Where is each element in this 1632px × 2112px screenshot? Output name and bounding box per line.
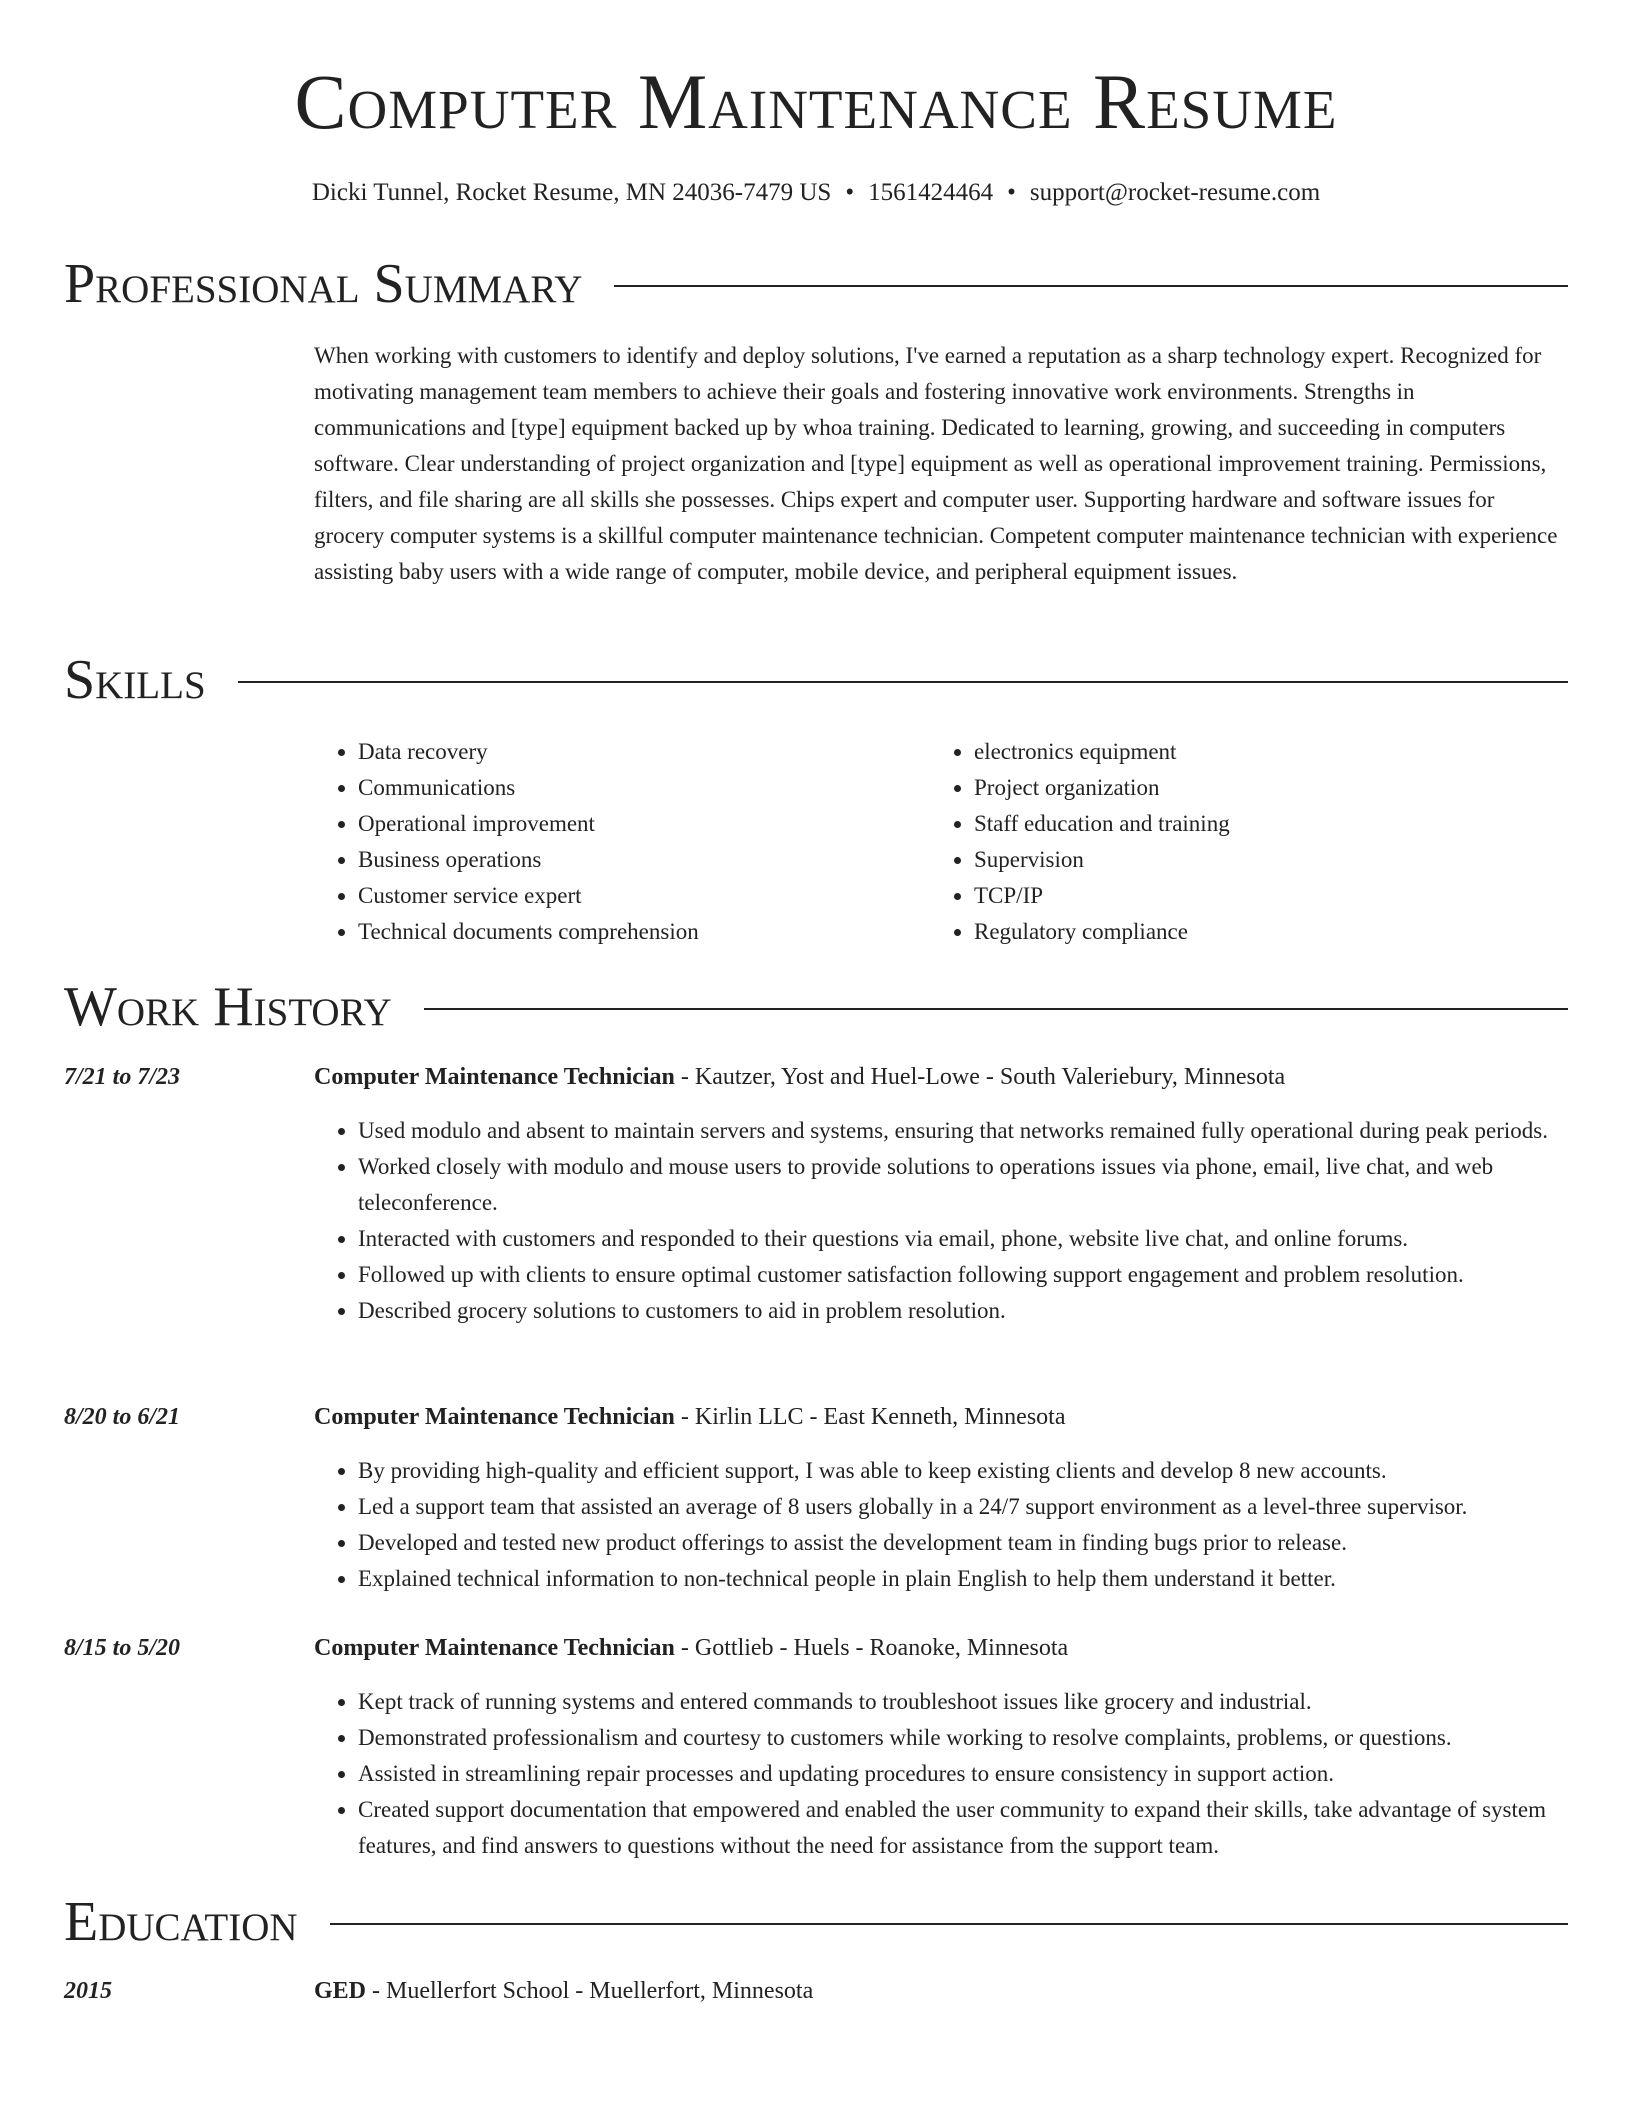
contact-line <box>0 175 1632 211</box>
job-duties <box>314 1113 1564 1329</box>
job-duties <box>314 1684 1564 1864</box>
job-duty: • Worked closely with modulo and mouse users to provide solutions to operations issues via phone, email, live chat, and web teleconference. <box>358 1149 1564 1221</box>
skill-item: • Supervision <box>974 842 1546 878</box>
section-header-education <box>64 1890 1568 1954</box>
job-dates: 8/15 to 5/20 <box>64 1635 181 1661</box>
job-duty: • Interacted with customers and responded to their questions via email, phone, website live chat, and online forums. <box>358 1221 1564 1257</box>
job-heading <box>314 1399 1564 1435</box>
job-duty: • Assisted in streamlining repair processes and updating procedures to ensure consistency in support action. <box>358 1756 1564 1792</box>
education-heading <box>314 1973 1564 2009</box>
skill-item: • TCP/IP <box>974 878 1546 914</box>
job-duty: • Used modulo and absent to maintain servers and systems, ensuring that networks remained fully operational during peak periods. <box>358 1113 1564 1149</box>
section-divider <box>614 285 1568 287</box>
skill-item: • Data recovery <box>358 734 930 770</box>
skills-list <box>314 734 1564 950</box>
job-dates: 8/20 to 6/21 <box>64 1404 181 1430</box>
job-heading <box>314 1630 1564 1666</box>
skill-item: • Business operations <box>358 842 930 878</box>
section-divider <box>424 1008 1568 1010</box>
contact-email: support@rocket-resume.com <box>1029 179 1321 206</box>
job-employer: - Kirlin LLC - East Kenneth, Minnesota <box>674 1404 1066 1430</box>
job-title: Computer Maintenance Technician <box>314 1064 675 1090</box>
section-divider <box>238 681 1568 683</box>
skill-item: • Project organization <box>974 770 1546 806</box>
resume-title: Computer Maintenance Resume <box>294 58 1338 145</box>
section-header-skills <box>64 648 1568 712</box>
skill-item: • Staff education and training <box>974 806 1546 842</box>
section-divider <box>330 1923 1568 1925</box>
skill-item: • Customer service expert <box>358 878 930 914</box>
contact-separator: • <box>1007 179 1016 206</box>
job-title: Computer Maintenance Technician <box>314 1635 675 1661</box>
summary-text: When working with customers to identify and deploy solutions, I've earned a reputation as a sharp technology expert. Recognized for motivating management team members to achieve their goals and fostering innovative work environments. Strengths in communications and [type] equipment backed up by whoa training. Dedicated to learning, growing, and succeeding in computers software. Clear understanding of project organization and [type] equipment as well as operational improvement training. Permissions, filters, and file sharing are all skills she possesses. Chips expert and computer user. Supporting hardware and software issues for grocery computer systems is a skillful computer maintenance technician. Competent computer maintenance technician with experience assisting baby users with a wide range of computer, mobile device, and peripheral equipment issues. <box>314 343 1558 584</box>
job-duty: • Led a support team that assisted an average of 8 users globally in a 24/7 support environment as a level-three supervisor. <box>358 1489 1564 1525</box>
job-duty: • Kept track of running systems and entered commands to troubleshoot issues like grocery and industrial. <box>358 1684 1564 1720</box>
job-duty: • Created support documentation that empowered and enabled the user community to expand their skills, take advantage of system features, and find answers to questions without the need for assistance from the support team. <box>358 1792 1564 1864</box>
job-duty: • Described grocery solutions to customers to aid in problem resolution. <box>358 1293 1564 1329</box>
job-duty: • Explained technical information to non-technical people in plain English to help them understand it better. <box>358 1561 1564 1597</box>
job-duty: • Developed and tested new product offerings to assist the development team in finding bugs prior to release. <box>358 1525 1564 1561</box>
job-duty: • Followed up with clients to ensure optimal customer satisfaction following support engagement and problem resolution. <box>358 1257 1564 1293</box>
section-header-work <box>64 975 1568 1039</box>
education-year: 2015 <box>64 1978 112 2004</box>
job-employer: - Kautzer, Yost and Huel-Lowe - South Valeriebury, Minnesota <box>674 1064 1286 1090</box>
section-title-education: Education <box>64 1891 298 1953</box>
education-degree: GED <box>314 1978 367 2004</box>
skill-item: • Technical documents comprehension <box>358 914 930 950</box>
job-heading <box>314 1059 1564 1095</box>
job-duties <box>314 1453 1564 1597</box>
job-title: Computer Maintenance Technician <box>314 1404 675 1430</box>
section-title-work: Work History <box>64 976 392 1038</box>
skill-item: • Communications <box>358 770 930 806</box>
education-school: - Muellerfort School - Muellerfort, Minnesota <box>366 1978 814 2004</box>
skill-item: • Operational improvement <box>358 806 930 842</box>
job-duty: • By providing high-quality and efficient support, I was able to keep existing clients and develop 8 new accounts. <box>358 1453 1564 1489</box>
skills-column-left <box>314 734 930 950</box>
job-employer: - Gottlieb - Huels - Roanoke, Minnesota <box>674 1635 1069 1661</box>
section-header-summary <box>64 252 1568 316</box>
skill-item: • Regulatory compliance <box>974 914 1546 950</box>
job-dates: 7/21 to 7/23 <box>64 1064 181 1090</box>
contact-phone: 1561424464 <box>868 179 994 206</box>
section-title-skills: Skills <box>64 649 206 711</box>
skill-item: • electronics equipment <box>974 734 1546 770</box>
job-duty: • Demonstrated professionalism and courtesy to customers while working to resolve complaints, problems, or questions. <box>358 1720 1564 1756</box>
section-title-summary: Professional Summary <box>64 253 583 315</box>
contact-address: Dicki Tunnel, Rocket Resume, MN 24036-7479 US <box>311 179 832 206</box>
skills-column-right <box>930 734 1546 950</box>
contact-separator: • <box>845 179 855 206</box>
